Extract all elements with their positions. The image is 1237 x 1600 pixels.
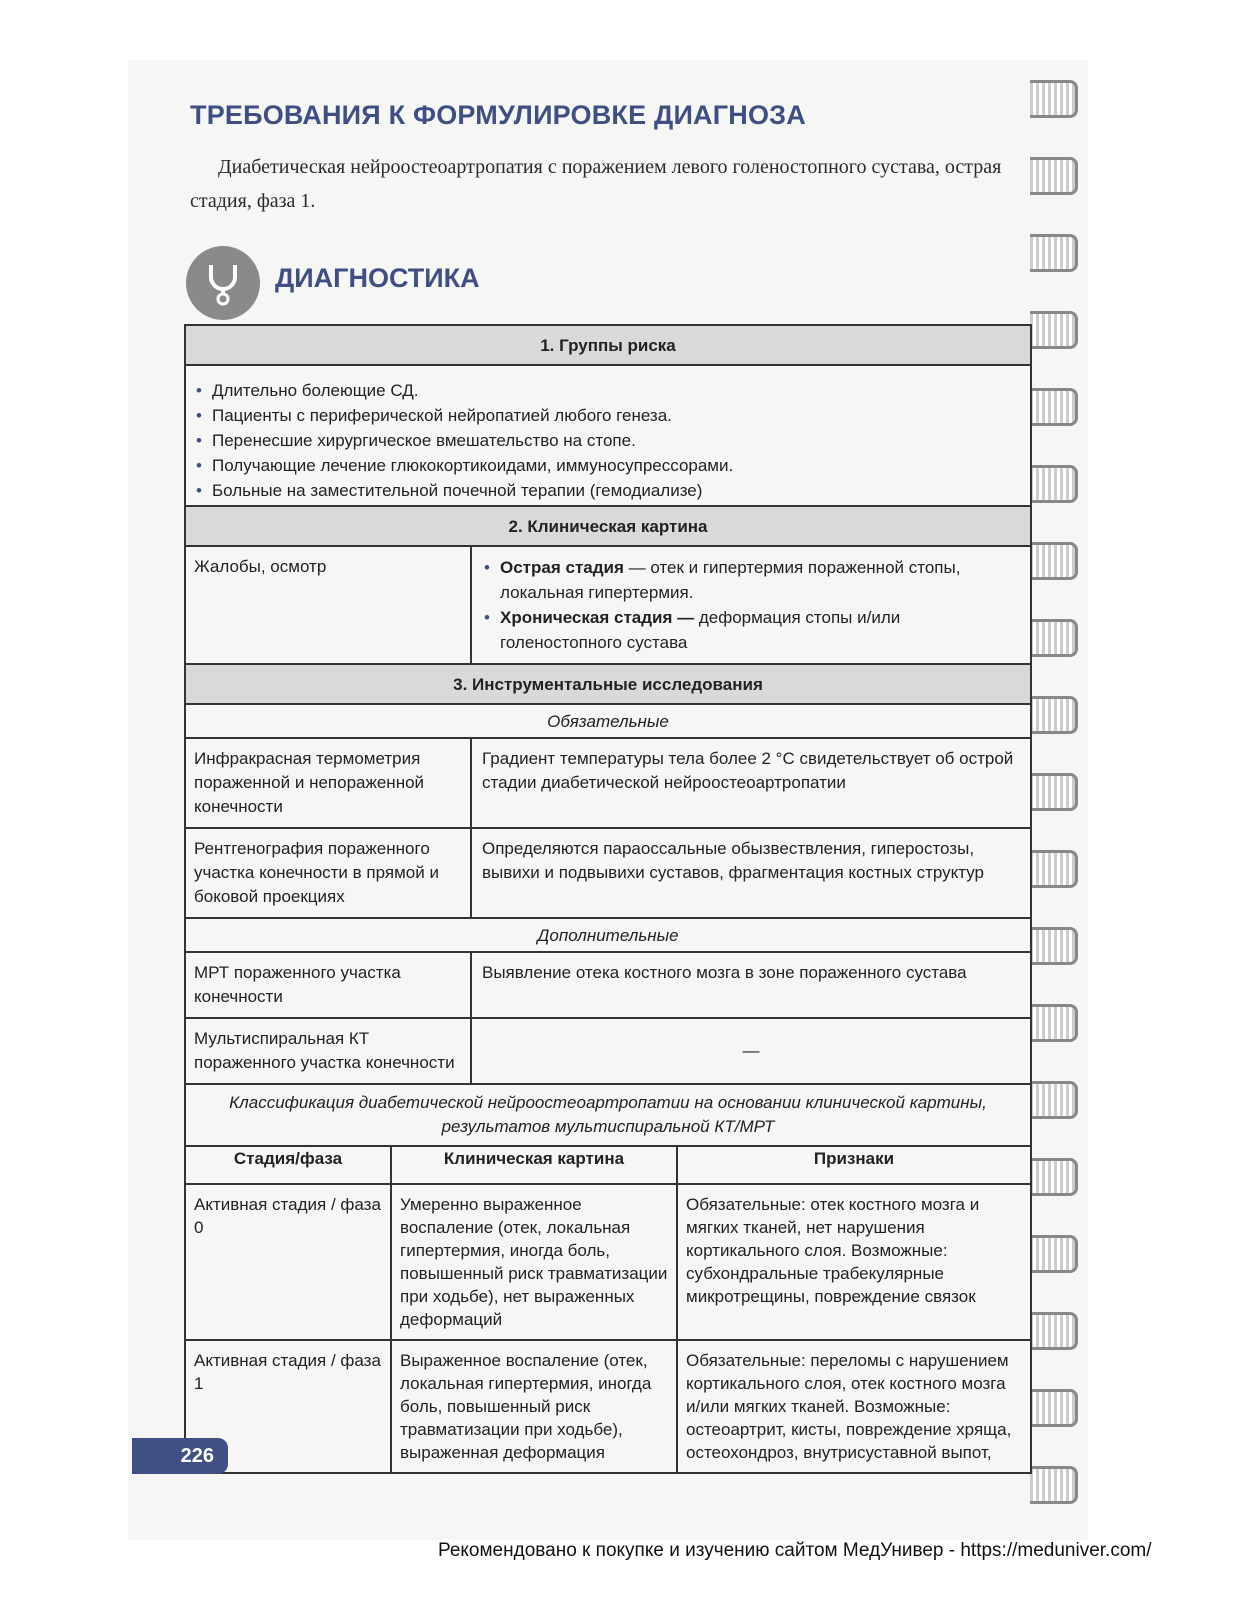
method-cell: МРТ пораженного участка конечности	[186, 953, 472, 1017]
spiral-coil	[1030, 1081, 1078, 1119]
table-row	[186, 1185, 1030, 1341]
table-row	[186, 1019, 1030, 1085]
clinic-cell: Умеренно выраженное воспаление (отек, локальная гипертермия, иногда боль, повышенный риск травматизации при ходьбе), нет выраженных деформаций	[392, 1185, 678, 1339]
method-cell: Рентгенография пораженного участка конечности в прямой и боковой проекциях	[186, 829, 472, 917]
column-header: Клиническая картина	[392, 1147, 678, 1183]
list-item: • Пациенты с периферической нейропатией любого генеза.	[196, 403, 1020, 428]
classification-header-row	[186, 1147, 1030, 1185]
table-row	[186, 829, 1030, 919]
column-header: Стадия/фаза	[186, 1147, 392, 1183]
spiral-coil	[1030, 80, 1078, 118]
result-cell: Градиент температуры тела более 2 °С свидетельствует об острой стадии диабетической нейроостеоартропатии	[482, 749, 1014, 792]
list-item: • Острая стадия — отек и гипертермия пораженной стопы, локальная гипертермия.	[482, 555, 1020, 605]
list-item: • Хроническая стадия — деформация стопы и/или голеностопного сустава	[482, 605, 1020, 655]
table-row	[186, 953, 1030, 1019]
section-clinical-title: 2. Клиническая картина	[186, 507, 1030, 547]
list-item: • Перенесшие хирургическое вмешательство на стопе.	[196, 428, 1020, 453]
spiral-coil	[1030, 773, 1078, 811]
spiral-coil	[1030, 1158, 1078, 1196]
spiral-binding	[1030, 80, 1090, 1540]
section-risk-groups-title: 1. Группы риска	[186, 326, 1030, 366]
risk-groups-list	[186, 366, 1030, 507]
section-instrumental-title: 3. Инструментальные исследования	[186, 665, 1030, 705]
column-header: Признаки	[813, 1149, 895, 1168]
additional-subheader: Дополнительные	[186, 919, 1030, 953]
clinical-left-cell: Жалобы, осмотр	[186, 547, 472, 663]
spiral-coil	[1030, 311, 1078, 349]
spiral-coil	[1030, 465, 1078, 503]
spiral-coil	[1030, 234, 1078, 272]
spiral-coil	[1030, 388, 1078, 426]
signs-cell: Обязательные: отек костного мозга и мягких тканей, нет нарушения кортикального слоя. Возможные: субхондральные трабекулярные микротрещины, повреждение связок	[686, 1195, 980, 1306]
diagnostics-table	[184, 324, 1032, 1474]
heading-requirements: ТРЕБОВАНИЯ К ФОРМУЛИРОВКЕ ДИАГНОЗА	[190, 100, 806, 130]
diagnosis-example: Диабетическая нейроостеоартропатия с поражением левого голеностопного сустава, острая стадия, фаза 1.	[190, 156, 1002, 212]
result-cell: Выявление отека костного мозга в зоне пораженного сустава	[482, 963, 967, 982]
footer-text: Рекомендовано к покупке и изучению сайтом МедУнивер - https://meduniver.com/	[438, 1540, 1152, 1561]
spiral-coil	[1030, 1466, 1078, 1504]
spiral-coil	[1030, 542, 1078, 580]
spiral-coil	[1030, 927, 1078, 965]
list-item: • Больные на заместительной почечной терапии (гемодиализе)	[196, 478, 1020, 503]
clinic-cell: Выраженное воспаление (отек, локальная гипертермия, иногда боль, повышенный риск травматизации при ходьбе), выраженная деформация	[392, 1341, 678, 1472]
clinical-right-cell	[472, 547, 1030, 663]
list-item: • Длительно болеющие СД.	[196, 378, 1020, 403]
mandatory-subheader: Обязательные	[186, 705, 1030, 739]
spiral-coil	[1030, 1389, 1078, 1427]
result-cell: Определяются параоссальные обызвествления, гиперостозы, вывихи и подвывихи суставов, фрагментация костных структур	[482, 839, 985, 882]
heading-diagnostics: ДИАГНОСТИКА	[275, 263, 480, 293]
result-cell: —	[742, 1041, 760, 1060]
table-row	[186, 739, 1030, 829]
method-cell: Мультиспиральная КТ пораженного участка конечности	[186, 1019, 472, 1083]
signs-cell: Обязательные: переломы с нарушением кортикального слоя, отек костного мозга и/или мягких тканей. Возможные: остеоартрит, кисты, повреждение хряща, остеохондроз, внутрисуставной выпот,	[686, 1351, 1012, 1462]
spiral-coil	[1030, 850, 1078, 888]
stage-cell: Активная стадия / фаза 0	[186, 1185, 392, 1339]
spiral-coil	[1030, 1235, 1078, 1273]
spiral-coil	[1030, 619, 1078, 657]
table-row	[186, 547, 1030, 665]
list-item: • Получающие лечение глюкокортикоидами, иммуносупрессорами.	[196, 453, 1020, 478]
stethoscope-icon	[186, 246, 260, 320]
spiral-coil	[1030, 696, 1078, 734]
table-row	[186, 1341, 1030, 1472]
classification-caption: Классификация диабетической нейроостеоартропатии на основании клинической картины, результатов мультиспиральной КТ/МРТ	[186, 1085, 1030, 1147]
method-cell: Инфракрасная термометрия пораженной и непораженной конечности	[186, 739, 472, 827]
stage-cell: Активная стадия / фаза 1	[186, 1341, 392, 1472]
page-number: 226	[132, 1438, 228, 1474]
spiral-coil	[1030, 1312, 1078, 1350]
spiral-coil	[1030, 1004, 1078, 1042]
